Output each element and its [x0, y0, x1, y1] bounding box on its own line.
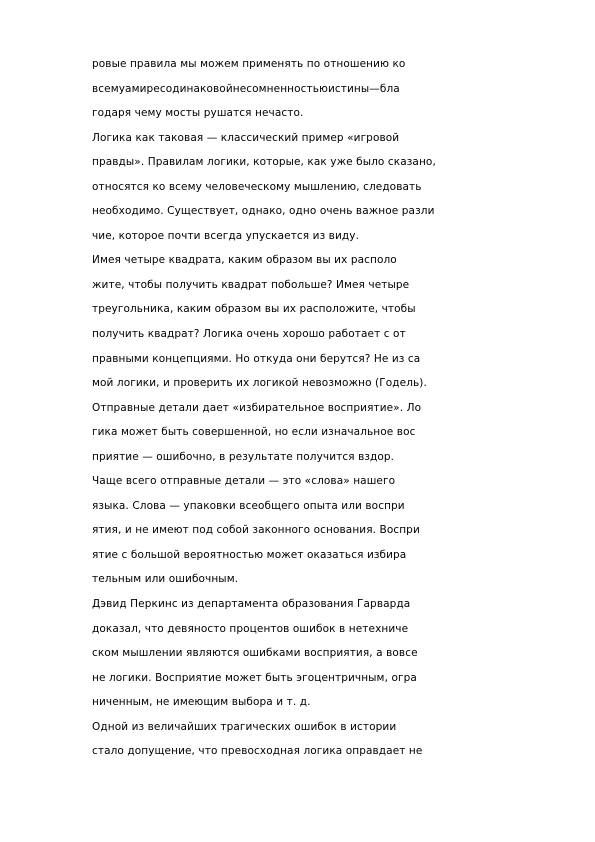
text-line: треугольника, каким образом вы их расположите, чтобы — [92, 303, 416, 316]
text-line: всемуамиресодинаковойнесомненностьюистины—бла — [92, 82, 400, 95]
text-line: ниченным, не имеющим выбора и т. д. — [92, 696, 311, 709]
text-line: ятия, и не имеют под собой законного основания. Воспри — [92, 524, 420, 537]
text-line: Чаще всего отправные детали — это «слова» нашего — [92, 475, 396, 488]
text-line: правды». Правилам логики, которые, как уже было сказано, — [92, 156, 436, 169]
text-line: Отправные детали дает «избирательное восприятие». Ло — [92, 401, 422, 414]
text-line: Дэвид Перкинс из департамента образования Гарварда — [92, 598, 411, 611]
text-line: мой логики, и проверить их логикой невозможно (Годель). — [92, 377, 427, 390]
text-line: Логика как таковая — классический пример «игровой — [92, 131, 400, 144]
text-line: годаря чему мосты рушатся нечасто. — [92, 107, 304, 120]
text-line: необходимо. Существует, однако, одно очень важное разли — [92, 205, 435, 218]
text-line: ятие с большой вероятностью может оказаться избира — [92, 548, 407, 561]
text-line: языка. Слова — упаковки всеобщего опыта или воспри — [92, 499, 405, 512]
text-line: доказал, что девяносто процентов ошибок в нетехниче — [92, 622, 409, 635]
text-line: тельным или ошибочным. — [92, 573, 239, 586]
text-line: не логики. Восприятие может быть эгоцентричным, огра — [92, 671, 417, 684]
text-line: ровые правила мы можем применять по отношению ко — [92, 58, 406, 70]
text-line: приятие — ошибочно, в результате получится вздор. — [92, 450, 395, 463]
text-line: Одной из величайших трагических ошибок в истории — [92, 720, 397, 733]
text-line: относятся ко всему человеческому мышлению, следовать — [92, 180, 422, 193]
text-line: жите, чтобы получить квадрат побольше? Имея четыре — [92, 278, 410, 291]
text-line: стало допущение, что превосходная логика оправдает не — [92, 745, 423, 758]
text-body — [92, 52, 452, 764]
text-line: получить квадрат? Логика очень хорошо работает с от — [92, 328, 406, 341]
text-line: правными концепциями. Но откуда они берутся? Не из са — [92, 352, 421, 365]
text-line: Имея четыре квадрата, каким образом вы их располо — [92, 254, 397, 267]
text-line: гика может быть совершенной, но если изначальное вос — [92, 426, 416, 439]
text-line: ском мышлении являются ошибками восприятия, а вовсе — [92, 647, 418, 660]
text-line: чие, которое почти всегда упускается из виду. — [92, 229, 360, 242]
